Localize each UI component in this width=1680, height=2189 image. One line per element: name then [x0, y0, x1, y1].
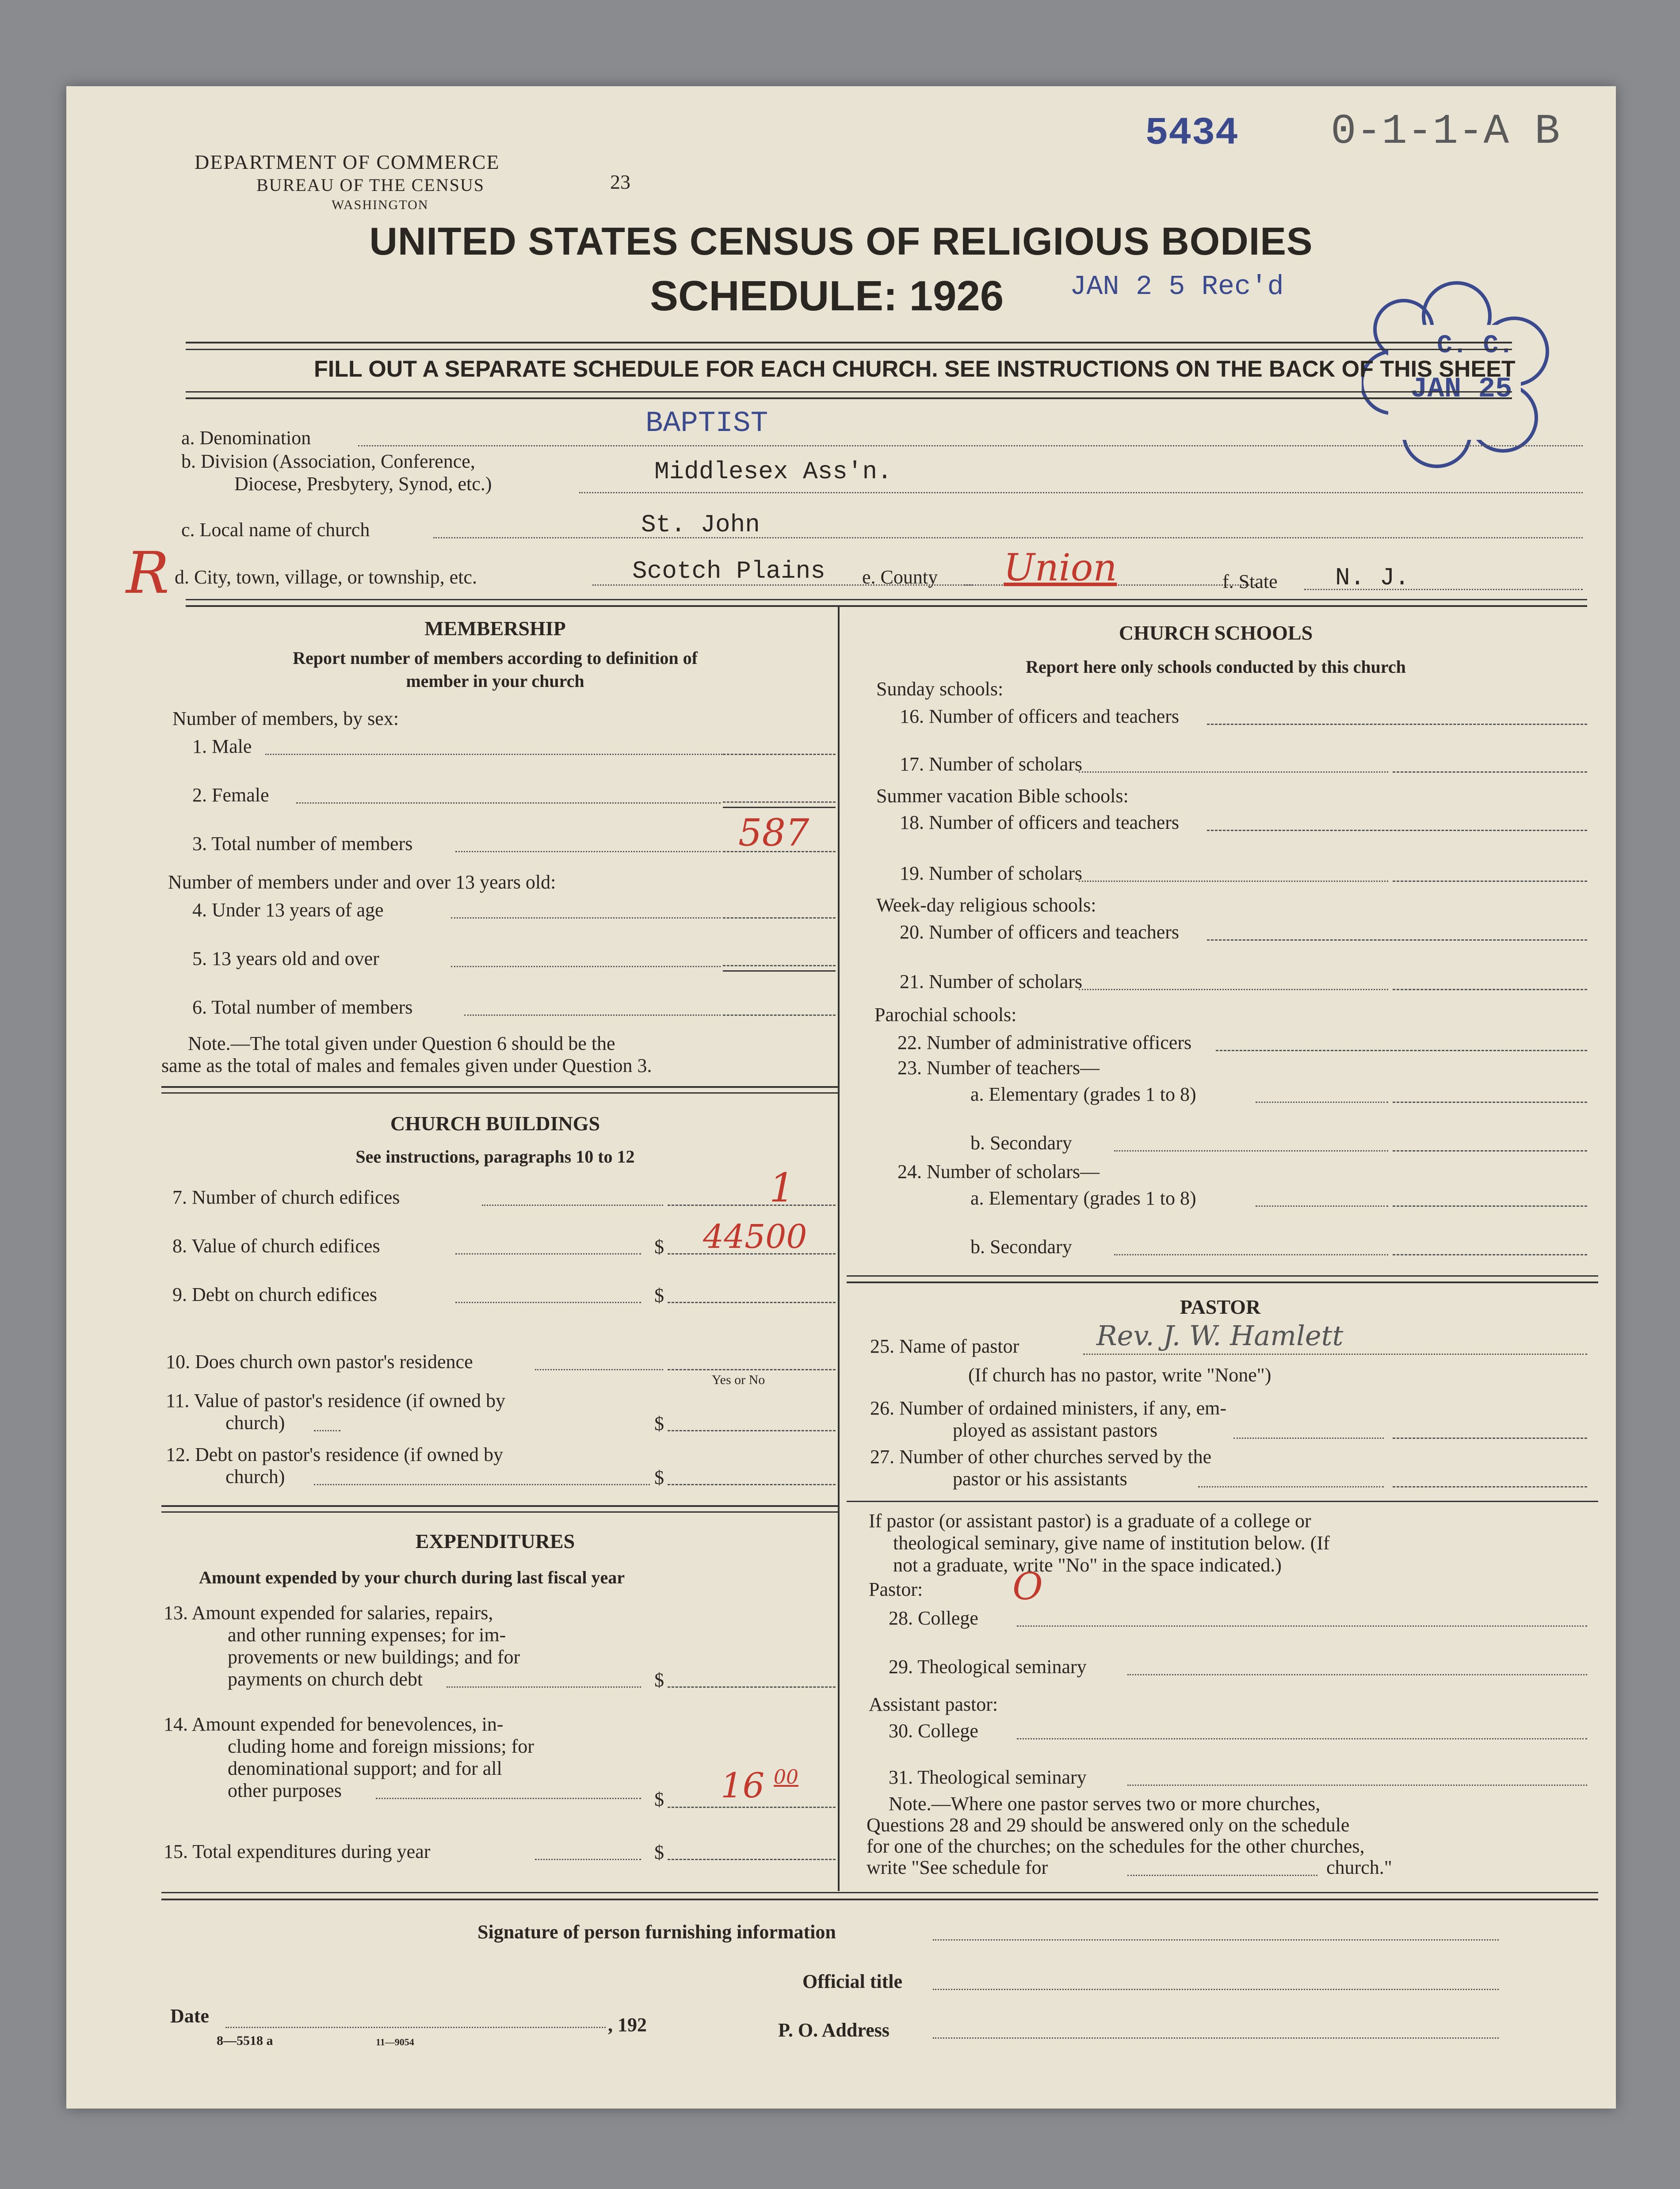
leader	[579, 492, 1583, 493]
year-label: , 192	[608, 2014, 647, 2036]
leader	[455, 1302, 641, 1303]
answer-line	[1393, 881, 1587, 882]
church-name-label: c. Local name of church	[181, 519, 370, 541]
q14-label-1: 14. Amount expended for benevolences, in-	[164, 1713, 504, 1735]
q20-label: 20. Number of officers and teachers	[900, 921, 1180, 943]
denomination-value[interactable]: BAPTIST	[645, 407, 768, 440]
q7-label: 7. Number of church edifices	[172, 1186, 400, 1208]
q26-label-1: 26. Number of ordained ministers, if any, em-	[870, 1397, 1227, 1419]
answer-line	[668, 1369, 836, 1370]
rule	[161, 1892, 1598, 1893]
q27-label-2: pastor or his assistants	[953, 1468, 1127, 1490]
q24b-label: b. Secondary	[970, 1236, 1072, 1258]
leader	[464, 1014, 721, 1016]
graduate-instr-2: theological seminary, give name of institution below. (If	[893, 1532, 1330, 1554]
dollar-sign: $	[654, 1842, 664, 1863]
q13-label-3: provements or new buildings; and for	[228, 1646, 520, 1668]
q14-label-2: cluding home and foreign missions; for	[228, 1735, 534, 1757]
rule	[161, 1092, 838, 1094]
answer-line	[1393, 1150, 1587, 1152]
margin-mark: R	[126, 539, 169, 606]
q21-label: 21. Number of scholars	[900, 971, 1083, 992]
q26-label-2: ployed as assistant pastors	[953, 1419, 1158, 1441]
weekday-label: Week-day religious schools:	[876, 894, 1096, 916]
q14-label-3: denominational support; and for all	[228, 1758, 502, 1779]
answer-line	[1393, 771, 1587, 773]
stamp-number: 5434	[1145, 112, 1239, 156]
leader	[482, 1205, 663, 1206]
page-number: 23	[610, 171, 630, 193]
leader	[1233, 1438, 1384, 1439]
assistant-subhead: Assistant pastor:	[869, 1693, 998, 1715]
q29-label: 29. Theological seminary	[889, 1656, 1087, 1678]
po-address-label: P. O. Address	[778, 2019, 890, 2041]
answer-line	[668, 1807, 836, 1808]
dollar-sign: $	[654, 1789, 664, 1810]
age-heading: Number of members under and over 13 years old:	[168, 871, 556, 893]
q23-label: 23. Number of teachers—	[897, 1057, 1100, 1079]
leader	[455, 851, 721, 852]
q12-label-1: 12. Debt on pastor's residence (if owned by	[166, 1444, 504, 1465]
q14-cents[interactable]: 00	[774, 1766, 798, 1789]
division-value[interactable]: Middlesex Ass'n.	[654, 458, 892, 486]
q3-label: 3. Total number of members	[192, 833, 413, 854]
q17-label: 17. Number of scholars	[900, 753, 1083, 775]
rule	[161, 1505, 838, 1507]
q14-value[interactable]: 16	[721, 1766, 765, 1806]
pastor-note-1: Note.—Where one pastor serves two or more churches,	[889, 1793, 1321, 1815]
rule	[186, 397, 1512, 399]
print-number: 11—9054	[376, 2036, 414, 2048]
church-name-value[interactable]: St. John	[641, 511, 760, 539]
answer-line	[1393, 1102, 1587, 1103]
q15-label: 15. Total expenditures during year	[164, 1841, 431, 1862]
q24-label: 24. Number of scholars—	[897, 1161, 1100, 1182]
expenditures-sub: Amount expended by your church during last fiscal year	[199, 1567, 625, 1587]
leader	[358, 445, 1583, 446]
instruction-line: FILL OUT A SEPARATE SCHEDULE FOR EACH CHURCH. SEE INSTRUCTIONS ON THE BACK OF THIS SHEET	[314, 356, 1516, 382]
leader	[535, 1369, 663, 1370]
q23b-label: b. Secondary	[970, 1132, 1072, 1154]
received-stamp: JAN 2 5 Rec'd	[1070, 271, 1284, 302]
leader	[1198, 1486, 1384, 1487]
q6-label: 6. Total number of members	[192, 996, 413, 1018]
q13-label-1: 13. Amount expended for salaries, repairs,	[164, 1602, 493, 1624]
dollar-sign: $	[654, 1285, 664, 1306]
q27-label-1: 27. Number of other churches served by the	[870, 1446, 1212, 1468]
q3-value[interactable]: 587	[738, 811, 809, 854]
rule	[847, 1281, 1598, 1283]
q12-label-2: church)	[225, 1466, 285, 1487]
parochial-label: Parochial schools:	[874, 1004, 1017, 1026]
schools-sub: Report here only schools conducted by this church	[1026, 657, 1406, 677]
q8-label: 8. Value of church edifices	[172, 1235, 380, 1257]
q9-label: 9. Debt on church edifices	[172, 1284, 378, 1305]
q11-label-1: 11. Value of pastor's residence (if owned by	[166, 1390, 505, 1411]
q30-label: 30. College	[889, 1720, 978, 1742]
leader	[433, 537, 1583, 538]
answer-line	[1393, 1254, 1587, 1255]
answer-line	[668, 1302, 836, 1303]
answer-line	[723, 965, 836, 966]
q28-label: 28. College	[889, 1607, 978, 1629]
rule	[186, 605, 1587, 607]
census-form-sheet	[66, 86, 1616, 2109]
leader	[1079, 771, 1388, 773]
leader	[296, 802, 721, 804]
answer-line	[723, 1014, 836, 1016]
pastor-note-2: Questions 28 and 29 should be answered only on the schedule	[867, 1814, 1350, 1836]
cc-stamp-line1: C. C.	[1437, 332, 1514, 360]
q7-value[interactable]: 1	[769, 1165, 795, 1211]
membership-heading: MEMBERSHIP	[424, 617, 566, 640]
q16-label: 16. Number of officers and teachers	[900, 706, 1180, 727]
city-label: d. City, town, village, or township, etc.	[175, 566, 477, 588]
dollar-sign: $	[654, 1236, 664, 1258]
rule	[186, 599, 1587, 600]
q18-label: 18. Number of officers and teachers	[900, 812, 1180, 833]
department-line: DEPARTMENT OF COMMERCE	[195, 151, 500, 173]
summer-label: Summer vacation Bible schools:	[876, 785, 1129, 807]
leader	[314, 1484, 650, 1485]
q25-value[interactable]: Rev. J. W. Hamlett	[1096, 1320, 1344, 1352]
answer-line	[1207, 724, 1587, 725]
membership-sub1: Report number of members according to definition of	[293, 648, 698, 668]
q25-note: (If church has no pastor, write "None")	[968, 1364, 1271, 1386]
q11-label-2: church)	[225, 1412, 285, 1434]
pastor-note-4a: write "See schedule for	[867, 1857, 1048, 1878]
rule	[186, 391, 1512, 393]
q5-label: 5. 13 years old and over	[192, 948, 379, 969]
buildings-heading: CHURCH BUILDINGS	[390, 1112, 600, 1135]
q4-label: 4. Under 13 years of age	[192, 899, 384, 921]
q22-label: 22. Number of administrative officers	[897, 1032, 1192, 1053]
q10-label: 10. Does church own pastor's residence	[166, 1351, 473, 1373]
denomination-label: a. Denomination	[181, 427, 311, 449]
leader	[451, 917, 721, 919]
leader	[1114, 1254, 1388, 1255]
rule	[847, 1275, 1598, 1277]
leader	[1127, 1785, 1587, 1786]
schedule-title: SCHEDULE: 1926	[650, 272, 1004, 320]
county-value[interactable]: Union	[1004, 546, 1117, 589]
membership-note-1: Note.—The total given under Question 6 should be the	[188, 1033, 615, 1054]
q19-label: 19. Number of scholars	[900, 862, 1083, 884]
division-label-1: b. Division (Association, Conference,	[181, 450, 475, 472]
answer-line	[668, 1484, 836, 1485]
q31-label: 31. Theological seminary	[889, 1766, 1087, 1788]
buildings-sub: See instructions, paragraphs 10 to 12	[355, 1147, 635, 1167]
county-label: e. County	[862, 566, 938, 588]
rule	[186, 349, 1512, 350]
leader	[265, 754, 725, 755]
official-title-label: Official title	[802, 1971, 903, 1992]
pastor-note-4b: church."	[1326, 1857, 1392, 1878]
rule	[186, 342, 1512, 343]
leader	[455, 1253, 641, 1255]
answer-line	[668, 1859, 836, 1860]
dollar-sign: $	[654, 1669, 664, 1691]
answer-line	[1393, 1486, 1587, 1487]
answer-line	[1393, 989, 1587, 990]
form-title: UNITED STATES CENSUS OF RELIGIOUS BODIES	[369, 219, 1313, 263]
leader	[1127, 1875, 1317, 1876]
answer-line	[723, 801, 836, 803]
city-line: WASHINGTON	[332, 198, 429, 212]
state-label: f. State	[1222, 571, 1278, 592]
pastor-note-3: for one of the churches; on the schedules for the other churches,	[867, 1835, 1365, 1857]
leader	[376, 1798, 641, 1799]
pastor-heading: PASTOR	[1180, 1296, 1261, 1318]
q13-label-2: and other running expenses; for im-	[228, 1624, 506, 1646]
leader	[1114, 1150, 1388, 1152]
q23a-label: a. Elementary (grades 1 to 8)	[970, 1083, 1196, 1105]
yes-no-hint: Yes or No	[712, 1373, 765, 1387]
q25-label: 25. Name of pastor	[870, 1335, 1019, 1357]
leader	[1127, 1674, 1587, 1675]
rule	[847, 1501, 1598, 1502]
q28-mark[interactable]: O	[1012, 1565, 1043, 1608]
form-number: 8—5518 a	[217, 2033, 273, 2048]
leader	[447, 1686, 641, 1688]
dollar-sign: $	[654, 1413, 664, 1434]
q2-label: 2. Female	[192, 784, 269, 806]
answer-line	[668, 1430, 836, 1431]
schools-heading: CHURCH SCHOOLS	[1119, 622, 1313, 644]
rule	[161, 1511, 838, 1513]
membership-sub2: member in your church	[406, 671, 584, 691]
sum-rule	[723, 970, 836, 972]
leader	[1083, 1354, 1587, 1355]
dollar-sign: $	[654, 1467, 664, 1488]
q13-label-4: payments on church debt	[228, 1668, 423, 1690]
cc-stamp-line2: JAN 25	[1410, 374, 1512, 405]
q1-label: 1. Male	[192, 736, 252, 757]
answer-line	[1393, 1205, 1587, 1207]
graduate-instr-3: not a graduate, write "No" in the space indicated.)	[893, 1554, 1282, 1576]
answer-line	[1216, 1050, 1587, 1051]
answer-line	[723, 917, 836, 919]
city-value[interactable]: Scotch Plains	[632, 557, 825, 585]
answer-line	[723, 754, 836, 755]
rule	[161, 1086, 838, 1088]
pastor-subhead: Pastor:	[869, 1579, 923, 1600]
leader	[1017, 1625, 1587, 1627]
expenditures-heading: EXPENDITURES	[415, 1530, 575, 1552]
sunday-label: Sunday schools:	[876, 678, 1004, 700]
leader	[314, 1430, 340, 1431]
leader	[451, 966, 721, 967]
membership-note-2: same as the total of males and females given under Question 3.	[161, 1055, 652, 1076]
division-label-2: Diocese, Presbytery, Synod, etc.)	[234, 473, 492, 495]
graduate-instr-1: If pastor (or assistant pastor) is a graduate of a college or	[869, 1510, 1311, 1532]
leader	[535, 1859, 641, 1860]
leader	[1017, 1738, 1587, 1739]
leader	[1079, 989, 1388, 990]
signature-line[interactable]	[933, 1939, 1499, 1941]
by-sex-label: Number of members, by sex:	[172, 708, 399, 729]
answer-line	[668, 1205, 836, 1206]
leader	[1256, 1205, 1388, 1207]
leader	[1079, 881, 1388, 882]
answer-line	[1207, 830, 1587, 831]
official-title-line[interactable]	[933, 1989, 1499, 1990]
bureau-line: BUREAU OF THE CENSUS	[256, 175, 485, 195]
rule	[161, 1899, 1598, 1900]
answer-line	[668, 1686, 836, 1688]
q14-label-4: other purposes	[228, 1780, 342, 1801]
q8-value[interactable]: 44500	[703, 1218, 807, 1256]
signature-label: Signature of person furnishing information	[477, 1921, 836, 1943]
state-value[interactable]: N. J.	[1335, 564, 1410, 592]
leader	[1256, 1102, 1388, 1103]
q24a-label: a. Elementary (grades 1 to 8)	[970, 1187, 1196, 1209]
po-address-line[interactable]	[933, 2037, 1499, 2039]
date-label: Date	[170, 2005, 209, 2027]
sum-rule	[723, 807, 836, 808]
answer-line	[1393, 1438, 1587, 1439]
stamp-code: 0-1-1-A B	[1331, 107, 1560, 156]
column-divider	[838, 607, 840, 1891]
date-line[interactable]	[225, 2027, 606, 2028]
answer-line	[1207, 939, 1587, 941]
